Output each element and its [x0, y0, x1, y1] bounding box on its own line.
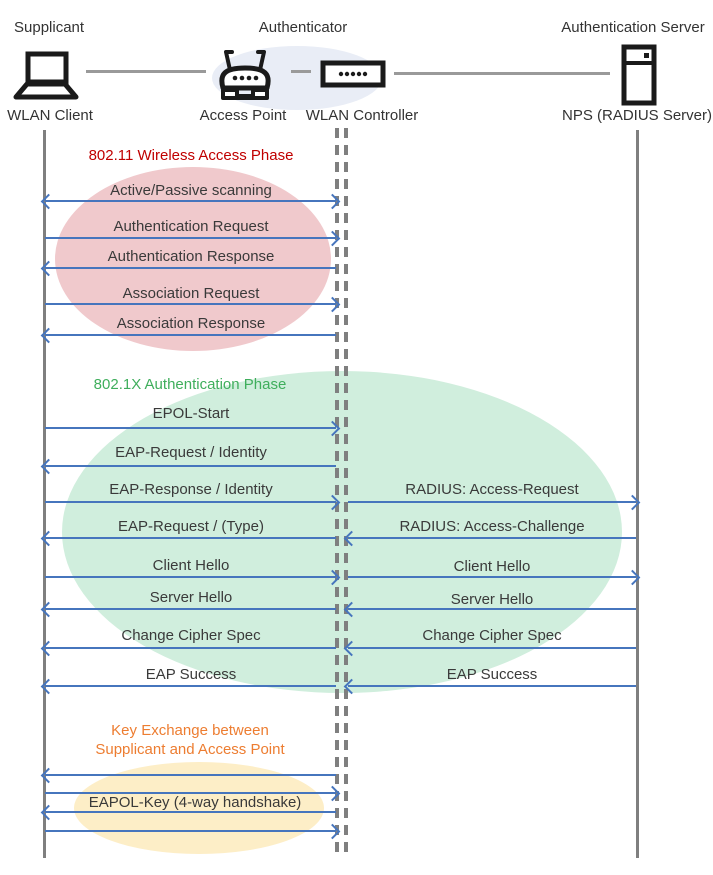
wlan-controller-label: WLAN Controller — [305, 107, 419, 124]
auth-phase-title: 802.1X Authentication Phase — [93, 376, 287, 393]
arrow-radius-access-challenge — [348, 537, 636, 539]
arrow-authentication-response — [45, 267, 336, 269]
message-label: EAP Success — [446, 666, 538, 683]
message-label: Client Hello — [152, 557, 230, 574]
arrow-change-cipher-spec-left — [45, 647, 336, 649]
arrow-radius-access-request — [348, 501, 636, 503]
message-label: Association Response — [116, 315, 266, 332]
key-exchange-title-line1: Key Exchange between — [111, 722, 269, 739]
supplicant-role-label: Supplicant — [14, 19, 85, 36]
arrow-authentication-request — [45, 237, 336, 239]
arrow-active-passive-scanning — [45, 200, 336, 202]
message-label: Association Request — [122, 285, 260, 302]
lifeline-wlan-controller — [344, 128, 348, 852]
arrow-epol-start — [45, 427, 336, 429]
arrow-eap-success-left — [45, 685, 336, 687]
arrow-association-request — [45, 303, 336, 305]
authenticator-role-label: Authenticator — [258, 19, 348, 36]
message-label: Change Cipher Spec — [422, 627, 562, 644]
access-point-label: Access Point — [199, 107, 287, 124]
eapol-key-label: EAPOL-Key (4-way handshake) — [88, 794, 302, 811]
arrow-eapol-key-4 — [45, 830, 336, 832]
arrow-server-hello-right — [348, 608, 636, 610]
message-label: EPOL-Start — [152, 405, 230, 422]
lifeline-wlan-client — [43, 130, 46, 858]
arrow-server-hello-left — [45, 608, 336, 610]
nps-server-label: NPS (RADIUS Server) — [561, 107, 713, 124]
laptop-icon — [12, 50, 80, 102]
message-label: Client Hello — [453, 558, 531, 575]
wireless-phase-title: 802.11 Wireless Access Phase — [88, 147, 294, 164]
wlan-client-label: WLAN Client — [7, 107, 93, 124]
message-label: EAP Success — [145, 666, 237, 683]
message-label: Active/Passive scanning — [110, 182, 272, 199]
server-icon — [621, 44, 657, 106]
arrow-eap-response-identity — [45, 501, 336, 503]
message-label: RADIUS: Access-Challenge — [399, 518, 585, 535]
wireless-router-icon — [213, 46, 277, 104]
message-label: Authentication Response — [107, 248, 275, 265]
key-exchange-title-line2: Supplicant and Access Point — [95, 741, 285, 758]
message-label: Authentication Request — [113, 218, 269, 235]
controller-box-icon — [320, 60, 386, 88]
message-label: EAP-Request / Identity — [115, 444, 267, 461]
message-label: EAP-Request / (Type) — [118, 518, 264, 535]
arrow-eap-request-type — [45, 537, 336, 539]
message-label: EAP-Response / Identity — [109, 481, 273, 498]
key-exchange-phase-title — [95, 721, 284, 759]
arrow-eapol-key-1 — [45, 774, 336, 776]
arrow-change-cipher-spec-right — [348, 647, 636, 649]
arrow-eap-success-right — [348, 685, 636, 687]
link-wlc-server — [394, 72, 610, 75]
message-label: RADIUS: Access-Request — [405, 481, 579, 498]
link-client-ap — [86, 70, 206, 73]
arrow-client-hello-right — [348, 576, 636, 578]
arrow-eapol-key-3 — [45, 811, 336, 813]
arrow-eap-request-identity — [45, 465, 336, 467]
message-label: Server Hello — [450, 591, 534, 608]
link-ap-wlc — [291, 70, 311, 73]
lifeline-nps-server — [636, 130, 639, 858]
arrow-client-hello-left — [45, 576, 336, 578]
auth-server-role-label: Authentication Server — [561, 19, 705, 36]
arrow-association-response — [45, 334, 336, 336]
message-label: Change Cipher Spec — [121, 627, 261, 644]
message-label: Server Hello — [149, 589, 233, 606]
